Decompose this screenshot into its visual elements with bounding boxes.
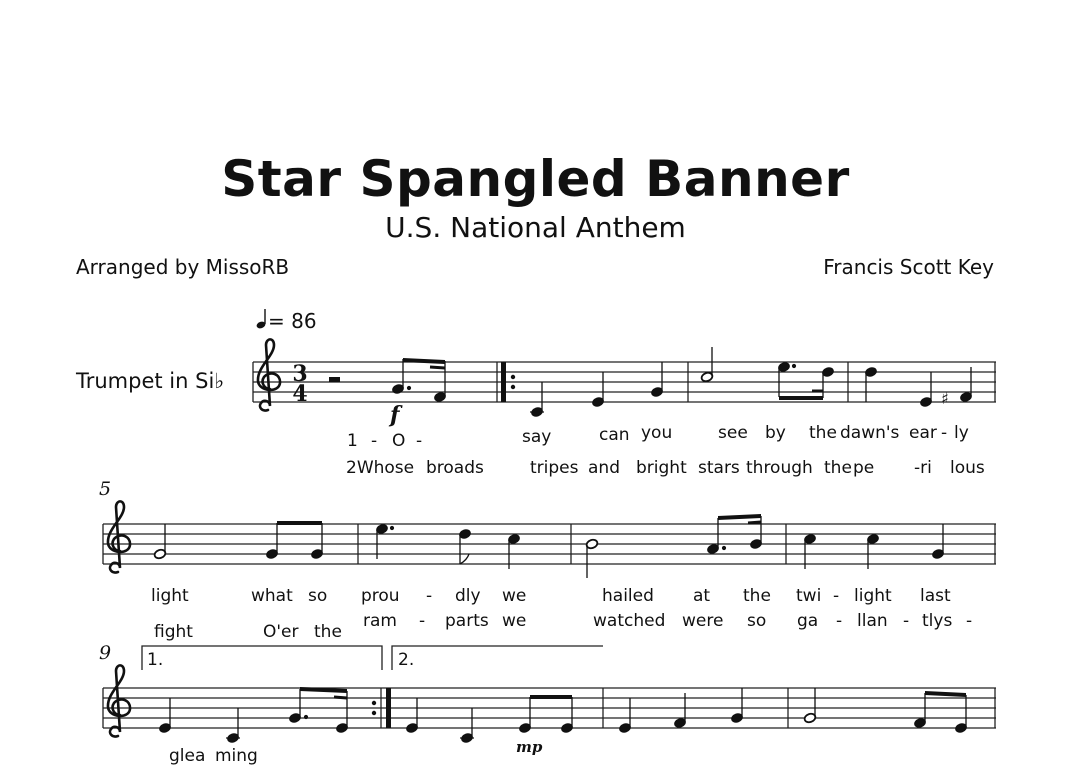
instrument-name: Trumpet in Si♭ <box>76 369 225 393</box>
volta-2-label: 2. <box>398 650 415 670</box>
arranger-credit: Arranged by MissoRB <box>76 255 290 279</box>
lyric-syllable: lous <box>950 458 985 478</box>
lyric-syllable: 1 <box>347 431 358 451</box>
lyric-syllable: what <box>251 586 293 606</box>
treble-clef-icon <box>108 665 130 736</box>
lyric-syllable: can <box>599 425 630 445</box>
score-subtitle: U.S. National Anthem <box>385 211 686 244</box>
measure-number: 5 <box>99 478 112 500</box>
lyric-syllable: the <box>743 586 771 606</box>
lyric-syllable: tripes <box>530 458 579 478</box>
lyric-syllable: say <box>522 427 552 447</box>
lyric-syllable: tlys <box>922 611 953 631</box>
lyric-syllable: parts <box>445 611 489 631</box>
score-title: Star Spangled Banner <box>221 150 850 208</box>
lyric-syllable: dly <box>455 586 481 606</box>
lyric-syllable: we <box>502 611 527 631</box>
lyric-syllable: O'er <box>263 622 299 642</box>
lyric-syllable: were <box>682 611 724 631</box>
dynamic-mezzopiano: mp <box>516 738 543 756</box>
lyric-syllable: by <box>765 423 786 443</box>
sharp-icon: ♯ <box>941 389 949 408</box>
lyric-hyphen: - <box>941 423 948 443</box>
lyric-syllable: see <box>718 423 748 443</box>
lyric-syllable: pe <box>853 458 875 478</box>
repeat-start-barline <box>501 362 506 402</box>
lyric-hyphen: - <box>836 611 843 631</box>
time-signature-bottom: 4 <box>292 381 308 407</box>
whole-rest <box>329 377 340 382</box>
lyric-syllable: so <box>308 586 328 606</box>
note-group <box>391 358 446 403</box>
lyric-syllable: bright <box>636 458 687 478</box>
note-group <box>530 362 664 418</box>
lyric-syllable: stars <box>698 458 740 478</box>
lyric-syllable: last <box>920 586 951 606</box>
lyric-syllable: broads <box>426 458 484 478</box>
treble-clef-icon <box>258 339 280 410</box>
lyric-syllable: ga <box>797 611 819 631</box>
lyric-syllable: llan <box>857 611 888 631</box>
lyric-syllable: we <box>502 586 527 606</box>
time-signature-top: 3 <box>292 361 308 387</box>
staff-lines-3 <box>103 688 996 728</box>
staff-lines-1 <box>253 362 996 402</box>
lyric-syllable: fight <box>154 622 193 642</box>
lyric-syllable: through <box>746 458 813 478</box>
staff-lines-2 <box>103 524 996 564</box>
lyric-hyphen: - <box>903 611 910 631</box>
lyric-syllable: O <box>392 431 406 451</box>
repeat-end-barline <box>386 688 391 728</box>
measure-number: 9 <box>99 642 112 664</box>
lyric-syllable: ming <box>215 746 258 766</box>
lyric-syllable: ear <box>909 423 937 443</box>
lyric-syllable: so <box>747 611 767 631</box>
lyric-syllable: -ri <box>914 458 932 478</box>
lyric-syllable: hailed <box>602 586 654 606</box>
lyric-syllable: dawn's <box>840 423 900 443</box>
lyric-syllable: watched <box>593 611 666 631</box>
lyric-syllable: and <box>588 458 620 478</box>
lyric-syllable: you <box>641 423 673 443</box>
lyric-syllable: the <box>824 458 852 478</box>
tempo-value: = 86 <box>268 309 317 333</box>
composer-credit: Francis Scott Key <box>823 255 994 279</box>
lyric-syllable: glea <box>169 746 206 766</box>
volta-brackets <box>142 646 603 670</box>
lyric-syllable: twi <box>796 586 822 606</box>
lyric-hyphen: - <box>416 431 423 451</box>
lyric-syllable: the <box>809 423 837 443</box>
dynamic-forte: f <box>390 402 400 428</box>
lyric-syllable: 2Whose <box>346 458 415 478</box>
lyric-hyphen: - <box>833 586 840 606</box>
lyric-hyphen: - <box>371 431 378 451</box>
lyric-syllable: prou <box>361 586 400 606</box>
lyric-syllable: light <box>854 586 892 606</box>
lyric-syllable: ly <box>954 423 969 443</box>
volta-1-label: 1. <box>147 650 164 670</box>
treble-clef-icon <box>108 501 130 572</box>
lyric-syllable: the <box>314 622 342 642</box>
note-group <box>158 687 967 744</box>
lyric-syllable: light <box>151 586 189 606</box>
lyric-syllable: at <box>693 586 711 606</box>
lyric-hyphen: - <box>426 586 433 606</box>
lyric-hyphen: - <box>966 611 973 631</box>
lyric-hyphen: - <box>419 611 426 631</box>
lyric-syllable: ram <box>363 611 397 631</box>
